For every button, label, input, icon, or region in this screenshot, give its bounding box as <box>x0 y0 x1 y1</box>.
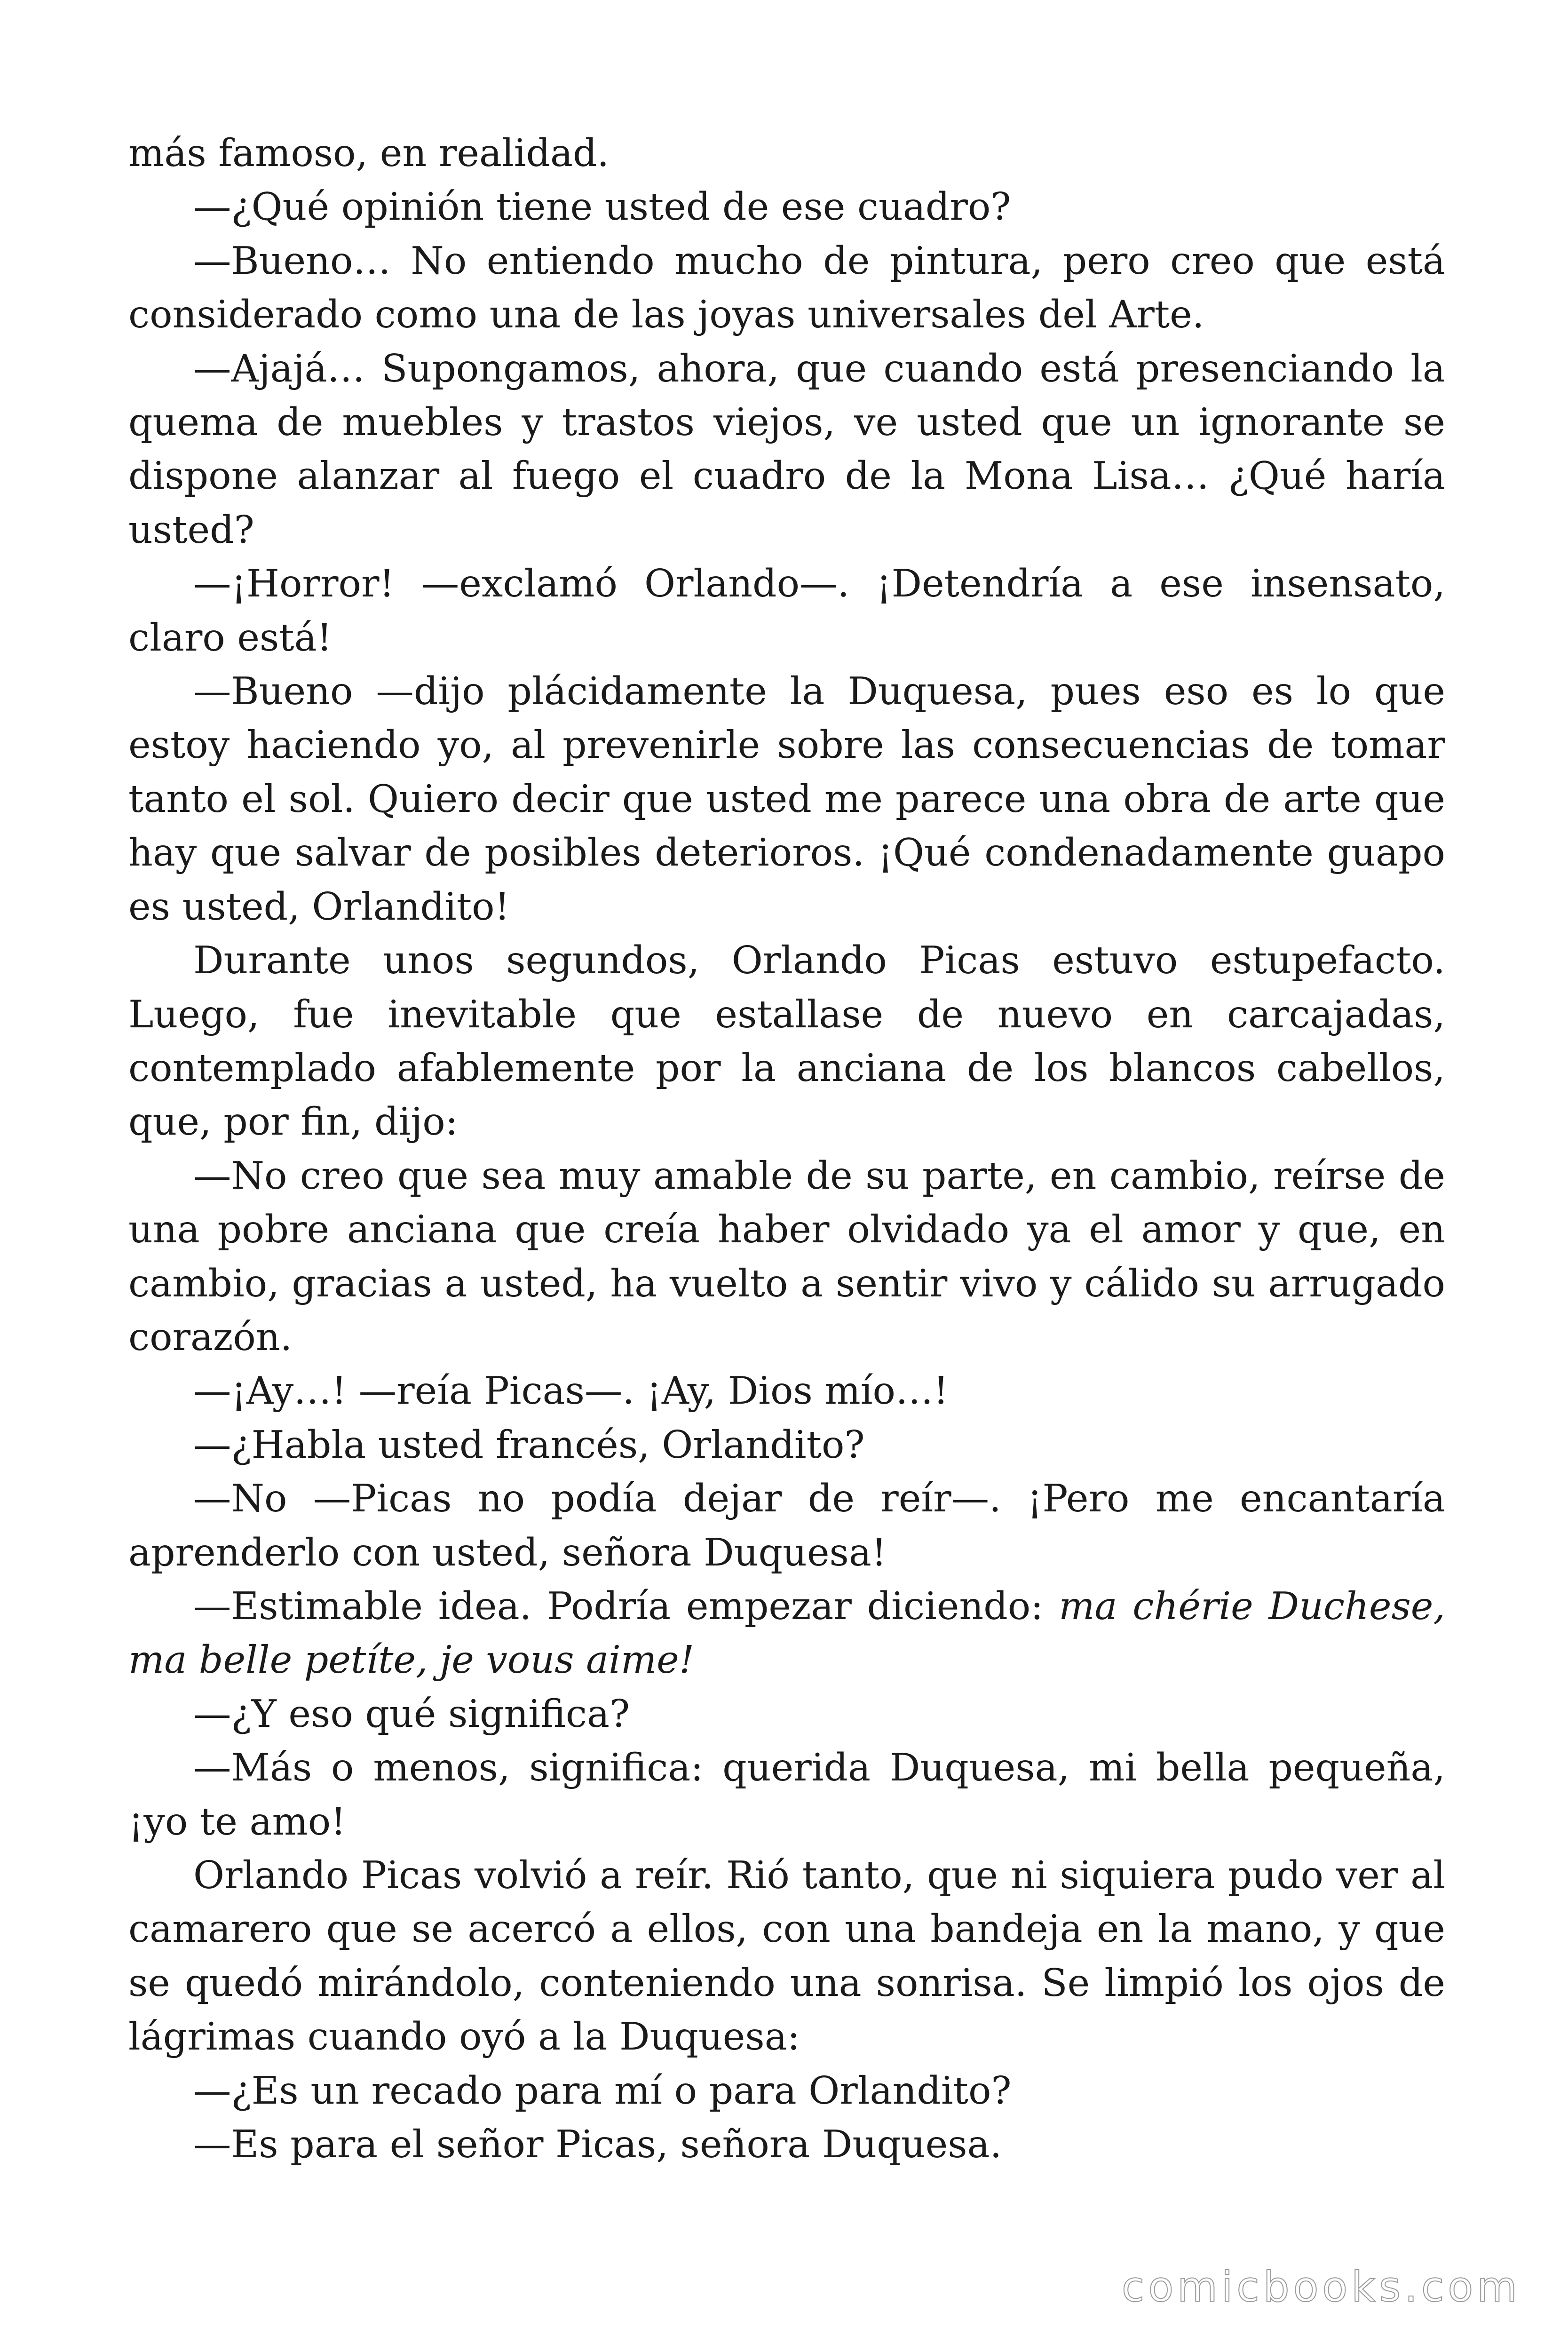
paragraph-text: —Estimable idea. Podría empezar diciendo: <box>193 1583 1059 1628</box>
paragraph: —Ajajá… Supongamos, ahora, que cuando está presenciando la quema de muebles y trastos viejos, ve usted que un ignorante se dispone alanzar al fuego el cuadro de la Mona Lisa… ¿Qué haría usted? <box>128 346 1445 552</box>
paragraph: Orlando Picas volvió a reír. Rió tanto, que ni siquiera pudo ver al camarero que se acercó a ellos, con una bandeja en la mano, y que se quedó mirándolo, conteniendo una sonrisa. Se limpió los ojos de lágrimas cuando oyó a la Duquesa: <box>128 1853 1445 2059</box>
paragraph: —¿Habla usted francés, Orlandito? <box>193 1422 865 1467</box>
paragraph: —No creo que sea muy amable de su parte, en cambio, reírse de una pobre anciana que creía haber olvidado ya el amor y que, en cambio, gracias a usted, ha vuelto a sentir vivo y cálido su arrugado corazón. <box>128 1153 1445 1359</box>
paragraph: —¿Qué opinión tiene usted de ese cuadro? <box>193 184 1011 229</box>
paragraph: —¿Es un recado para mí o para Orlandito? <box>193 2068 1012 2113</box>
french-phrase: ma chérie Duchese, ma belle petíte, je vous aime! <box>128 1583 1446 1682</box>
paragraph: —No —Picas no podía dejar de reír—. ¡Pero me encantaría aprenderlo con usted, señora Duquesa! <box>128 1476 1445 1574</box>
paragraph: —¿Y eso qué significa? <box>193 1691 630 1736</box>
paragraph: —Más o menos, significa: querida Duquesa, mi bella pequeña, ¡yo te amo! <box>128 1745 1445 1843</box>
paragraph: —¡Horror! —exclamó Orlando—. ¡Detendría a ese insensato, claro está! <box>128 561 1445 660</box>
page-body <box>128 126 1445 2171</box>
watermark: comicbooks.com <box>1121 2263 1521 2311</box>
paragraph: Durante unos segundos, Orlando Picas estuvo estupefacto. Luego, fue inevitable que estallase de nuevo en carcajadas, contemplado afablemente por la anciana de los blancos cabellos, que, por fin, dijo: <box>128 938 1445 1144</box>
paragraph: —Es para el señor Picas, señora Duquesa. <box>193 2122 1002 2167</box>
paragraph: —Bueno… No entiendo mucho de pintura, pero creo que está considerado como una de las joyas universales del Arte. <box>128 238 1445 337</box>
paragraph: —Bueno —dijo plácidamente la Duquesa, pues eso es lo que estoy haciendo yo, al prevenirle sobre las consecuencias de tomar tanto el sol. Quiero decir que usted me parece una obra de arte que hay que salvar de posibles deterioros. ¡Qué condenadamente guapo es usted, Orlandito! <box>128 669 1445 929</box>
paragraph: más famoso, en realidad. <box>128 131 610 175</box>
paragraph: —¡Ay…! —reía Picas—. ¡Ay, Dios mío…! <box>193 1368 949 1413</box>
paragraph <box>128 1579 1445 1687</box>
